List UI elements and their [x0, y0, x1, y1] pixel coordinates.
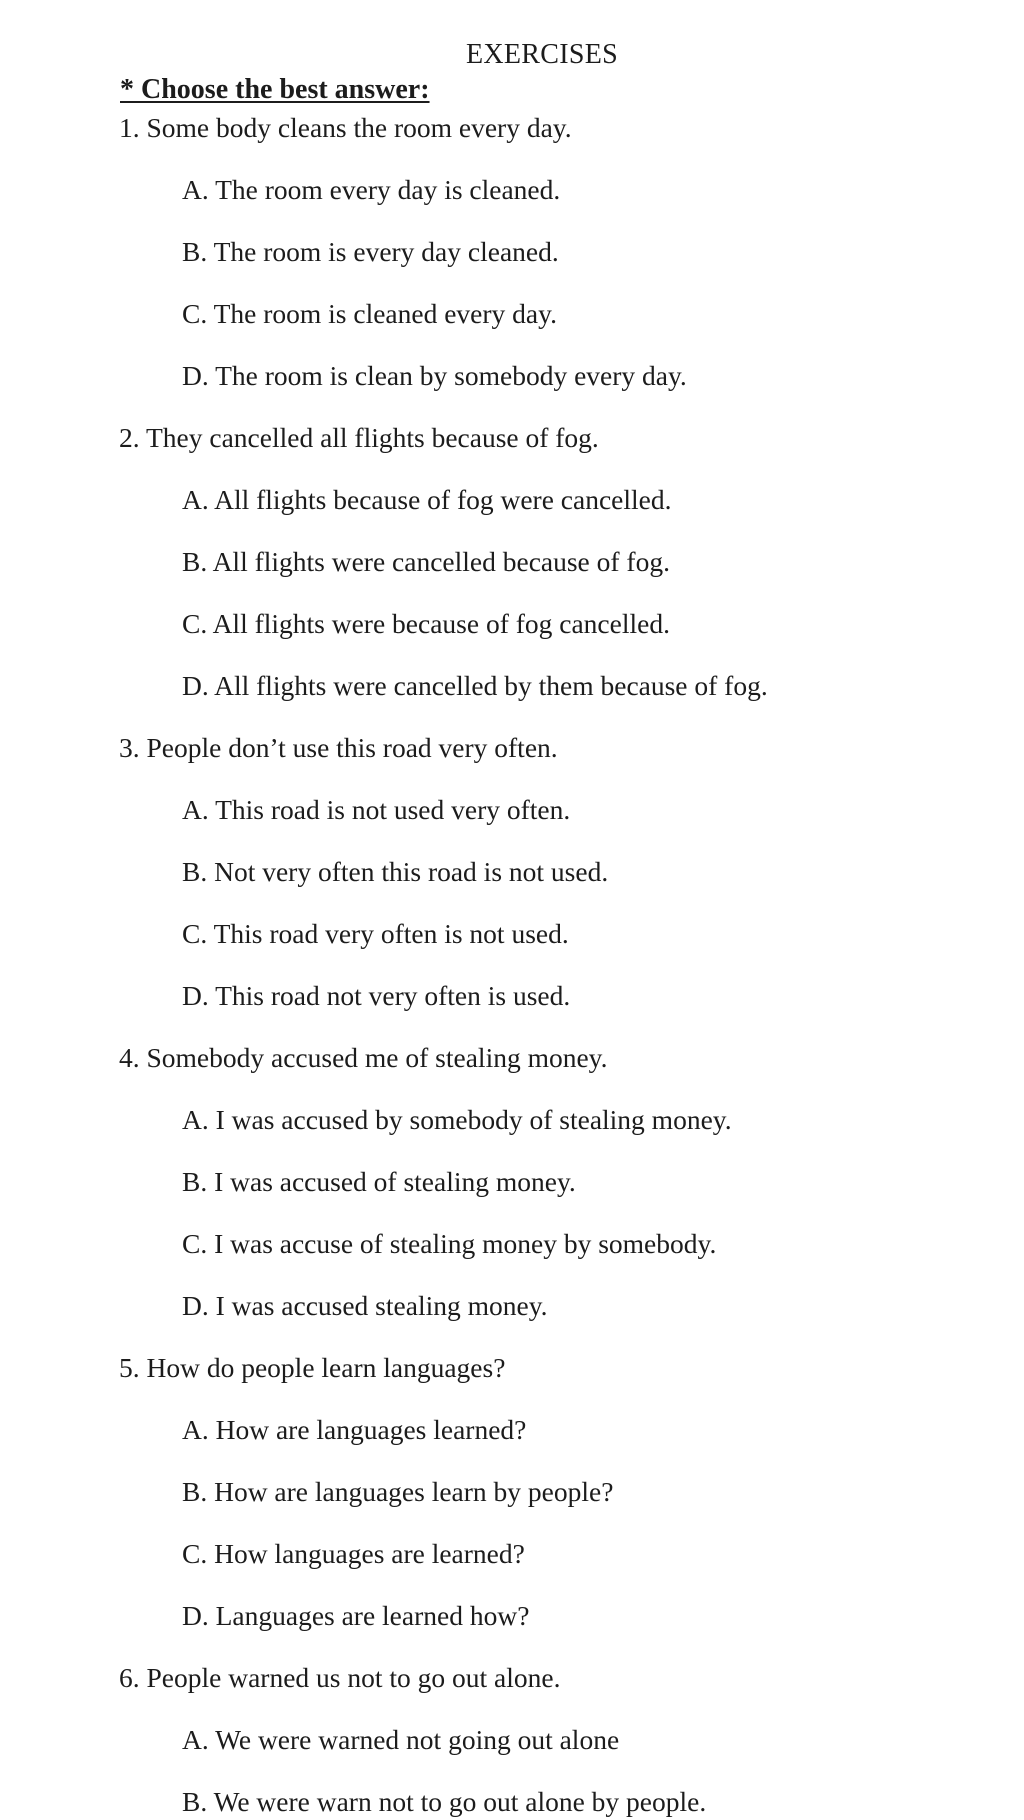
answer-option[interactable]: A. I was accused by somebody of stealing money.: [182, 1104, 732, 1135]
answer-option[interactable]: B. Not very often this road is not used.: [182, 856, 609, 887]
answer-option[interactable]: B. All flights were cancelled because of fog.: [182, 546, 670, 577]
answer-option[interactable]: A. The room every day is cleaned.: [182, 174, 561, 205]
answer-option[interactable]: C. How languages are learned?: [182, 1538, 525, 1569]
answer-option[interactable]: C. The room is cleaned every day.: [182, 298, 557, 329]
question-prompt: 6. People warned us not to go out alone.: [119, 1662, 561, 1693]
answer-option[interactable]: A. All flights because of fog were cancelled.: [182, 484, 672, 515]
question-prompt: 1. Some body cleans the room every day.: [119, 112, 572, 143]
answer-option[interactable]: D. The room is clean by somebody every day.: [182, 360, 687, 391]
answer-option[interactable]: D. I was accused stealing money.: [182, 1290, 548, 1321]
question-prompt: 4. Somebody accused me of stealing money.: [119, 1042, 608, 1073]
question-prompt: 2. They cancelled all flights because of fog.: [119, 422, 599, 453]
answer-option[interactable]: C. All flights were because of fog cancelled.: [182, 608, 670, 639]
answer-option[interactable]: B. How are languages learn by people?: [182, 1476, 614, 1507]
answer-option[interactable]: B. We were warn not to go out alone by people.: [182, 1786, 707, 1817]
answer-option[interactable]: A. We were warned not going out alone: [182, 1724, 620, 1755]
answer-option[interactable]: C. This road very often is not used.: [182, 918, 569, 949]
page-title: EXERCISES: [465, 39, 619, 70]
answer-option[interactable]: A. How are languages learned?: [182, 1414, 527, 1445]
answer-option[interactable]: D. All flights were cancelled by them because of fog.: [182, 670, 768, 701]
answer-option[interactable]: D. This road not very often is used.: [182, 980, 571, 1011]
question-prompt: 3. People don’t use this road very often.: [119, 732, 558, 763]
instruction-heading: * Choose the best answer:: [120, 74, 430, 105]
answer-option[interactable]: A. This road is not used very often.: [182, 794, 571, 825]
answer-option[interactable]: C. I was accuse of stealing money by somebody.: [182, 1228, 717, 1259]
answer-option[interactable]: B. The room is every day cleaned.: [182, 236, 559, 267]
question-prompt: 5. How do people learn languages?: [119, 1352, 506, 1383]
answer-option[interactable]: D. Languages are learned how?: [182, 1600, 530, 1631]
answer-option[interactable]: B. I was accused of stealing money.: [182, 1166, 576, 1197]
